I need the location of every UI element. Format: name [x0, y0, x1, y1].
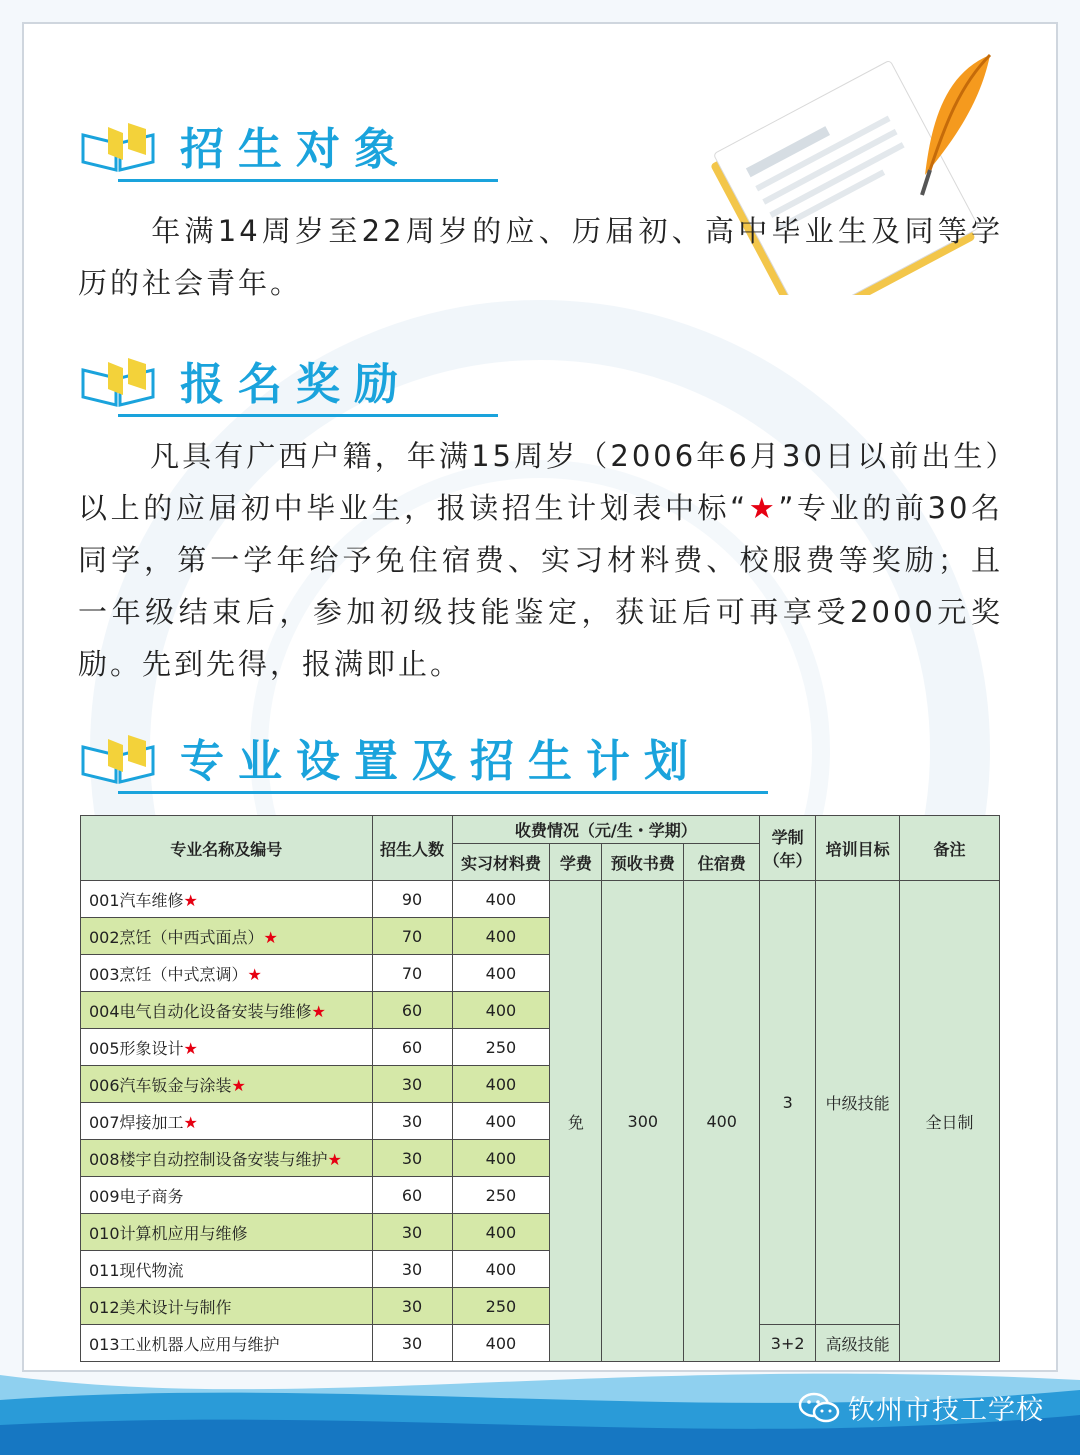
material-fee-cell: 400 — [452, 881, 550, 918]
section-title-text: 报名奖励 — [180, 359, 412, 410]
school-name: 钦州市技工学校 — [848, 1395, 1044, 1426]
section-title-target — [78, 110, 412, 180]
section-title-text: 专业设置及招生计划 — [180, 736, 702, 787]
enroll-count-cell: 30 — [372, 1214, 452, 1251]
major-name: 003烹饪（中式烹调） — [89, 964, 248, 984]
material-fee-cell: 250 — [452, 1288, 550, 1325]
enroll-count-cell: 60 — [372, 1029, 452, 1066]
header-years: 学制（年） — [760, 816, 816, 881]
target-paragraph — [78, 205, 1003, 309]
major-name: 004电气自动化设备安装与维修 — [89, 1001, 312, 1021]
major-name: 002烹饪（中西式面点） — [89, 927, 264, 947]
major-name: 009电子商务 — [89, 1186, 184, 1206]
star-icon: ★ — [183, 890, 198, 910]
section-title-plan — [78, 722, 702, 792]
header-count: 招生人数 — [372, 816, 452, 881]
note-cell: 全日制 — [900, 881, 1000, 1362]
years-cell: 3 — [760, 881, 816, 1325]
header-note: 备注 — [900, 816, 1000, 881]
years-cell: 3+2 — [760, 1325, 816, 1362]
enroll-count-cell: 30 — [372, 1251, 452, 1288]
section-title-reward — [78, 345, 412, 415]
enroll-count-cell: 70 — [372, 918, 452, 955]
major-name-cell — [81, 1103, 373, 1140]
star-icon: ★ — [231, 1075, 246, 1095]
reward-paragraph — [78, 430, 1003, 690]
major-name: 007焊接加工 — [89, 1112, 184, 1132]
major-name-cell — [81, 1066, 373, 1103]
section-title-text: 招生对象 — [180, 124, 412, 175]
enrollment-plan-table — [80, 815, 1000, 1362]
major-name-cell — [81, 1251, 373, 1288]
school-brand — [798, 1388, 1044, 1427]
table-row — [81, 881, 1000, 918]
wechat-icon — [798, 1391, 840, 1425]
header-dorm: 住宿费 — [684, 844, 760, 881]
major-name-cell — [81, 918, 373, 955]
material-fee-cell: 400 — [452, 1251, 550, 1288]
star-icon: ★ — [183, 1038, 198, 1058]
material-fee-cell: 400 — [452, 1103, 550, 1140]
header-name: 专业名称及编号 — [81, 816, 373, 881]
enroll-count-cell: 70 — [372, 955, 452, 992]
material-fee-cell: 400 — [452, 955, 550, 992]
major-name: 012美术设计与制作 — [89, 1297, 232, 1317]
major-name: 011现代物流 — [89, 1260, 184, 1280]
material-fee-cell: 400 — [452, 1140, 550, 1177]
major-name-cell — [81, 1029, 373, 1066]
material-fee-cell: 400 — [452, 992, 550, 1029]
open-book-icon — [78, 115, 158, 175]
major-name: 005形象设计 — [89, 1038, 184, 1058]
header-tuition: 学费 — [550, 844, 602, 881]
star-icon: ★ — [748, 491, 779, 525]
enroll-count-cell: 30 — [372, 1288, 452, 1325]
material-fee-cell: 400 — [452, 918, 550, 955]
star-icon: ★ — [327, 1149, 342, 1169]
material-fee-cell: 400 — [452, 1214, 550, 1251]
major-name: 010计算机应用与维修 — [89, 1223, 248, 1243]
target-text: 年满14周岁至22周岁的应、历届初、高中毕业生及同等学历的社会青年。 — [78, 214, 1003, 300]
major-name-cell — [81, 881, 373, 918]
star-icon: ★ — [311, 1001, 326, 1021]
major-name-cell — [81, 1140, 373, 1177]
enroll-count-cell: 30 — [372, 1140, 452, 1177]
header-books: 预收书费 — [602, 844, 684, 881]
major-name-cell — [81, 1177, 373, 1214]
material-fee-cell: 250 — [452, 1177, 550, 1214]
book-fee-cell: 300 — [602, 881, 684, 1362]
material-fee-cell: 250 — [452, 1029, 550, 1066]
star-icon: ★ — [263, 927, 278, 947]
star-icon: ★ — [183, 1112, 198, 1132]
tuition-cell: 免 — [550, 881, 602, 1362]
material-fee-cell: 400 — [452, 1325, 550, 1362]
enroll-count-cell: 30 — [372, 1325, 452, 1362]
reward-text-part1: 凡具有广西户籍，年满15周岁（2006年6月30日以前出生）以上的应届初中毕业生，报读招生计划表中标“ — [78, 439, 1003, 525]
header-fees: 收费情况（元/生・学期） — [452, 816, 760, 844]
material-fee-cell: 400 — [452, 1066, 550, 1103]
major-name: 001汽车维修 — [89, 890, 184, 910]
enroll-count-cell: 30 — [372, 1103, 452, 1140]
open-book-icon — [78, 350, 158, 410]
goal-cell: 中级技能 — [816, 881, 900, 1325]
dorm-fee-cell: 400 — [684, 881, 760, 1362]
major-name-cell — [81, 992, 373, 1029]
goal-cell: 高级技能 — [816, 1325, 900, 1362]
enroll-count-cell: 90 — [372, 881, 452, 918]
reward-text-part2: ”专业的前30名同学，第一学年给予免住宿费、实习材料费、校服费等奖励；且一年级结束后，参加初级技能鉴定，获证后可再享受2000元奖励。先到先得，报满即止。 — [78, 491, 1003, 681]
major-name-cell — [81, 955, 373, 992]
enroll-count-cell: 60 — [372, 992, 452, 1029]
header-goal: 培训目标 — [816, 816, 900, 881]
major-name-cell — [81, 1288, 373, 1325]
major-name: 013工业机器人应用与维护 — [89, 1334, 280, 1354]
major-name: 008楼宇自动控制设备安装与维护 — [89, 1149, 328, 1169]
open-book-icon — [78, 727, 158, 787]
major-name-cell — [81, 1214, 373, 1251]
enroll-count-cell: 60 — [372, 1177, 452, 1214]
major-name: 006汽车钣金与涂装 — [89, 1075, 232, 1095]
header-material: 实习材料费 — [452, 844, 550, 881]
star-icon: ★ — [247, 964, 262, 984]
enroll-count-cell: 30 — [372, 1066, 452, 1103]
